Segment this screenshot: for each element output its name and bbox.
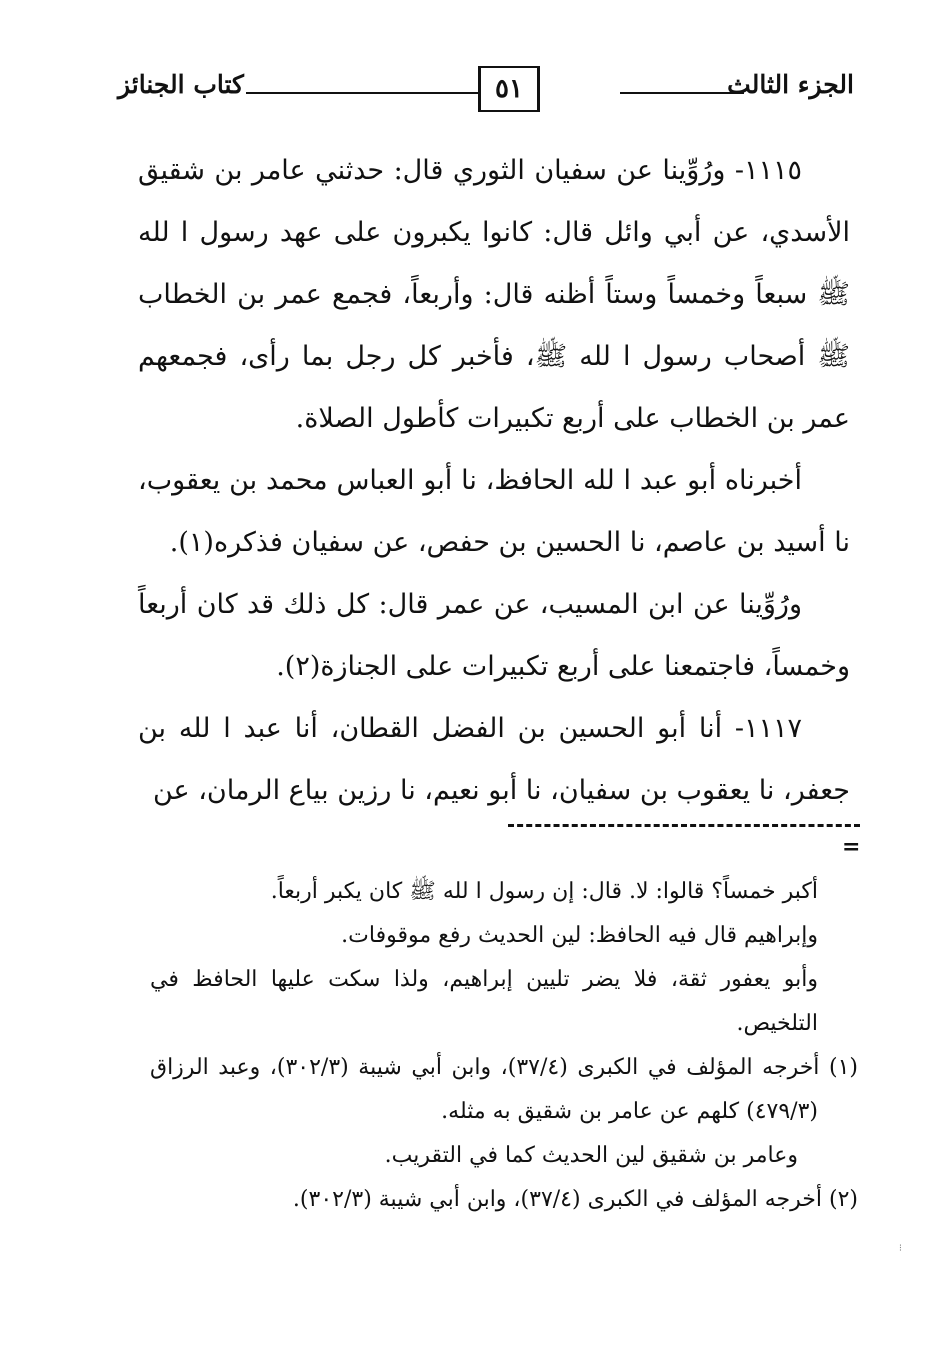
continuation-mark: = <box>842 834 861 860</box>
paragraph-ibn-musayyib: ورُوِّينا عن ابن المسيب، عن عمر قال: كل ذلك قد كان أربعاً وخمساً، فاجتمعنا على أربع تكبيرات على الجنازة(٢). <box>138 589 850 682</box>
footnote-continued-line: وأبو يعفور ثقة، فلا يضر تليين إبراهيم، ولذا سكت عليها الحافظ في التلخيص. <box>150 967 818 1036</box>
footnotes <box>150 870 858 1222</box>
volume-title: الجزء الثالث <box>727 70 854 99</box>
book-title: كتاب الجنائز <box>118 70 244 99</box>
page-header <box>118 66 854 118</box>
footnote-continued-line: وإبراهيم قال فيه الحافظ: لين الحديث رفع موقوفات. <box>341 923 818 948</box>
paragraph-hadith-1115: ١١١٥- ورُوِّينا عن سفيان الثوري قال: حدثني عامر بن شقيق الأسدي، عن أبي وائل قال: كانوا يكبرون على عهد رسول ا لله ﷺ سبعاً وخمساً وستاً أظنه قال: وأربعاً، فجمع عمر بن الخطاب ﷺ أصحاب رسول ا لله ﷺ، فأخبر كل رجل بما رأى، فجمعهم عمر بن الخطاب على أربع تكبيرات كأطول الصلاة. <box>138 155 850 434</box>
footnote-1-extra: وعامر بن شقيق لين الحديث كما في التقريب. <box>384 1143 798 1168</box>
page-number: ٥١ <box>478 66 540 112</box>
main-text <box>138 140 850 822</box>
footnote-2: (٢) أخرجه المؤلف في الكبرى (٣٧/٤)، وابن أبي شيبة (٣٠٢/٣). <box>292 1187 858 1212</box>
scan-speck: ⁝ <box>898 1243 902 1254</box>
header-rule-right <box>620 92 744 94</box>
footnote-separator <box>508 824 860 827</box>
paragraph-hadith-1117: ١١١٧- أنا أبو الحسين بن الفضل القطان، أنا عبد ا لله بن جعفر، نا يعقوب بن سفيان، نا أبو نعيم، نا رزين بياع الرمان، عن <box>138 713 850 806</box>
paragraph-isnad: أخبرناه أبو عبد ا لله الحافظ، نا أبو العباس محمد بن يعقوب، نا أسيد بن عاصم، نا الحسين بن حفص، عن سفيان فذكره(١). <box>138 465 850 558</box>
header-rule-left <box>246 92 478 94</box>
footnote-continued-line: أكبر خمساً؟ قالوا: لا. قال: إن رسول ا لله ﷺ كان يكبر أربعاً. <box>270 879 818 904</box>
footnote-1: (١) أخرجه المؤلف في الكبرى (٣٧/٤)، وابن أبي شيبة (٣٠٢/٣)، وعبد الرزاق (٤٧٩/٣) كلهم عن عامر بن شقيق به مثله. <box>150 1055 858 1124</box>
